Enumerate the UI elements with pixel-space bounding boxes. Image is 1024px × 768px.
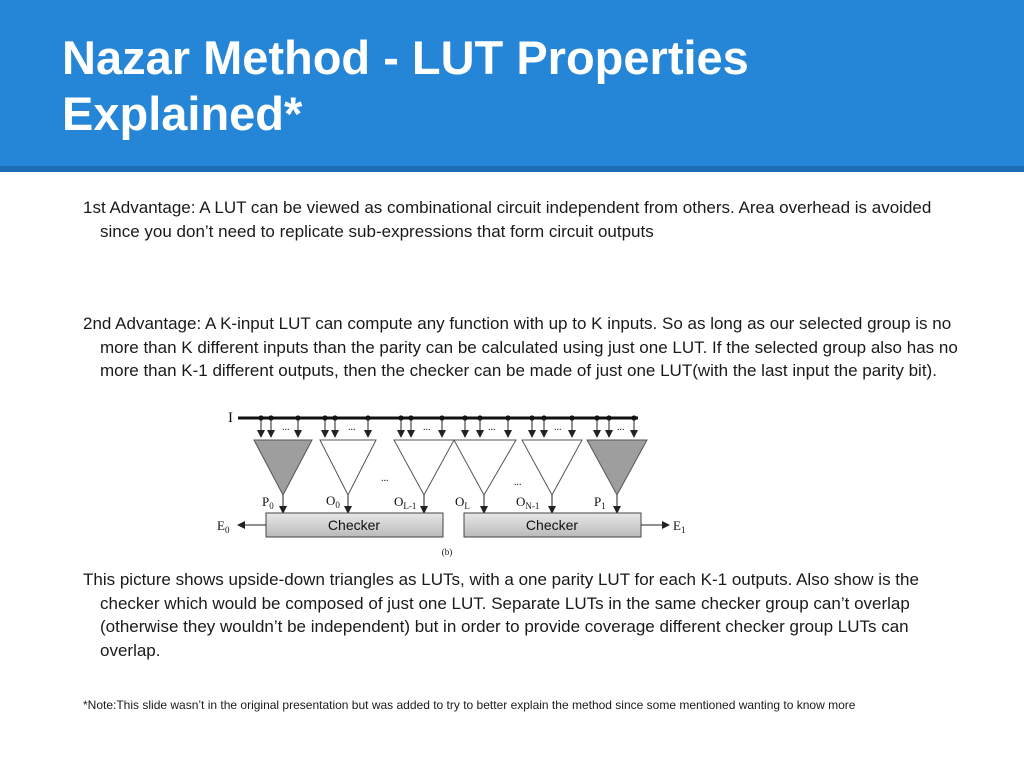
error-label-e0: $E_0$ [217, 518, 230, 535]
output-labels [262, 493, 606, 511]
output-lut [454, 440, 516, 495]
output-lut [320, 440, 376, 495]
paragraph-first-advantage: 1st Advantage: A LUT can be viewed as combinational circuit independent from others. Area overhead is avoided since you don’t need to replicate sub-expressions that form circuit outputs [83, 198, 932, 241]
tap-ellipsis: ... [423, 422, 431, 433]
output-lut [394, 440, 454, 495]
output-label-on-1: $O_{N-1}$ [516, 494, 540, 511]
tap-ellipsis: ... [282, 422, 290, 433]
title-line-1: Nazar Method - LUT Properties [62, 31, 749, 84]
title-line-2: Explained* [62, 87, 303, 140]
output-label-ol-1: $O_{L-1}$ [394, 494, 417, 511]
lut-triangles [254, 440, 647, 495]
tap-ellipsis: ... [554, 422, 562, 433]
output-label-p0: $P_0$ [262, 494, 274, 511]
tap-ellipsis: ... [488, 422, 496, 433]
tap-ellipsis: ... [617, 422, 625, 433]
output-lut [522, 440, 582, 495]
slide-title [62, 30, 1002, 142]
tap-ellipses [282, 422, 625, 433]
lut-ellipsis: ... [381, 473, 389, 484]
output-label-o0: $O_0$ [326, 493, 340, 510]
checker-right [464, 513, 641, 537]
output-label-ol: $O_L$ [455, 494, 470, 511]
footnote: *Note:This slide wasn’t in the original presentation but was added to try to better explain the method since some mentioned wanting to know more [83, 698, 856, 712]
figure-caption: (b) [441, 547, 453, 557]
checker-label: Checker [525, 517, 579, 533]
lut-diagram [214, 405, 704, 562]
tap-ellipsis: ... [348, 422, 356, 433]
checker-label: Checker [327, 517, 381, 533]
title-bar-rule [0, 166, 1024, 172]
input-bus-label: I [228, 410, 233, 426]
parity-lut-left [254, 440, 312, 495]
paragraph-second-advantage: 2nd Advantage: A K-input LUT can compute any function with up to K inputs. So as long as our selected group is no more than K different inputs than the parity can be calculated using just one LUT. If the selected group also has no more than K-1 different outputs, then the checker can be made of just one LUT(with the last input the parity bit). [83, 314, 958, 380]
error-label-e1: $E_1$ [673, 518, 686, 535]
checker-left [266, 513, 443, 537]
lut-diagram-svg [214, 405, 704, 562]
paragraph-picture-explanation: This picture shows upside-down triangles as LUTs, with a one parity LUT for each K-1 outputs. Also show is the checker which would be composed of just one LUT. Separate LUTs in the same checker group can’t overlap (otherwise they wouldn’t be independent) but in order to provide coverage different checker group LUTs can overlap. [83, 570, 919, 660]
lut-ellipsis: ... [514, 477, 522, 488]
parity-lut-right [587, 440, 647, 495]
output-label-p1: $P_1$ [594, 494, 606, 511]
